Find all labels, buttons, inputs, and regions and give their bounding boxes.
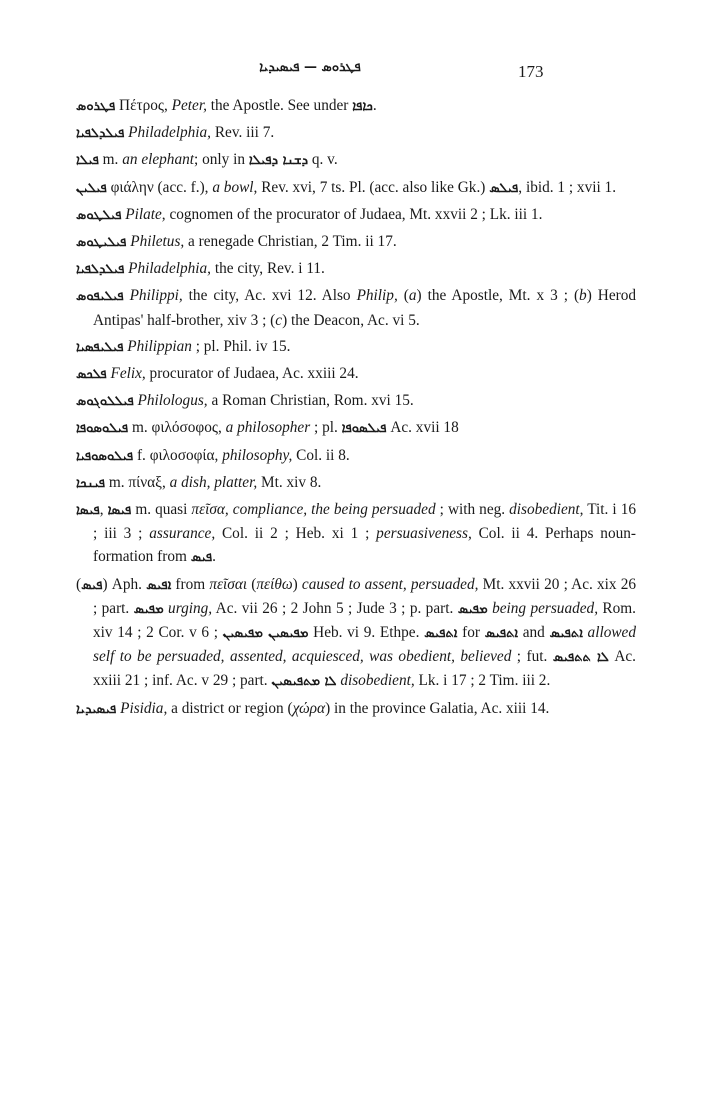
italic-text: urging, <box>168 599 213 617</box>
entry-text: procurator of Judaea, Ac. xxiii 24. <box>145 365 359 383</box>
syriac-word: ܦܝܠܘܣܘܦܝܐ <box>76 448 134 464</box>
entry-text: a district or region ( <box>167 699 293 717</box>
entry-text: Col. ii 8. <box>292 446 350 464</box>
entry-text: ( <box>247 575 257 593</box>
italic-text: Philologus, <box>137 392 208 410</box>
italic-text: persuasiveness, <box>376 525 472 543</box>
entry-text: Lk. i 17 ; 2 Tim. iii 2. <box>414 672 551 690</box>
italic-text: Pisidia, <box>120 699 168 717</box>
syriac-word: ܡܦܝܣܝܢ ܡܦܝܣܝܢ <box>222 626 309 642</box>
syriac-word: ܦܝܢܟܐ <box>76 475 106 491</box>
entry-text: , <box>99 501 108 519</box>
syriac-word: ܦܝܣ <box>190 550 213 566</box>
dictionary-entry <box>76 121 636 145</box>
dictionary-entry <box>76 176 636 200</box>
italic-text: c <box>275 311 283 329</box>
entry-text: . <box>212 548 216 566</box>
syriac-word: ܕܫܢܐ ܕܦܝܠܐ <box>248 153 309 169</box>
italic-text: philosophy, <box>222 446 293 464</box>
entry-text: ; pl. Phil. iv 15. <box>191 337 291 355</box>
italic-text: Philip, <box>356 287 398 305</box>
entry-text: and <box>518 624 550 642</box>
italic-text: a <box>408 287 417 305</box>
syriac-word: ܡܦܝܣ <box>457 601 488 617</box>
italic-text: χώρα <box>292 699 326 717</box>
dictionary-entry <box>76 148 636 172</box>
dictionary-entry <box>76 498 636 570</box>
syriac-word: ܦܠܟܣ <box>76 367 107 383</box>
italic-text: a philosopher <box>225 419 311 437</box>
italic-text: assurance, <box>149 525 216 543</box>
entry-text: m. φιλόσοφος, <box>128 419 226 437</box>
dictionary-entry <box>76 444 636 468</box>
syriac-word: ܐܦܝܣ <box>146 577 172 593</box>
syriac-word: ܦܝܣܐ <box>107 503 132 519</box>
syriac-word: ܦܝܠܣ <box>489 180 519 196</box>
italic-text: being persuaded, <box>492 599 599 617</box>
entry-text: a renegade Christian, 2 Tim. ii 17. <box>184 233 397 251</box>
dictionary-entry <box>76 416 636 440</box>
entry-text: the city, Rev. i 11. <box>211 260 325 278</box>
entry-text: m. πίναξ, <box>105 473 170 491</box>
syriac-word: ܦܝܣܐ <box>76 503 100 519</box>
entry-text: ) the Apostle, Mt. x 3 ; ( <box>416 287 580 305</box>
italic-text: Philetus, <box>130 233 185 251</box>
syriac-word: ܦܝܠܘܣܘܦܐ <box>76 421 129 437</box>
entry-text: ) <box>292 575 302 593</box>
dictionary-entries <box>76 94 636 724</box>
page-header <box>0 56 710 86</box>
dictionary-entry <box>76 697 636 721</box>
syriac-word: ܐܬܦܝܣ <box>424 626 458 642</box>
dictionary-entry <box>76 362 636 386</box>
entry-text: ) in the province Galatia, Ac. xiii 14. <box>325 699 550 717</box>
entry-text: ) Aph. <box>102 575 147 593</box>
entry-text: Rev. iii 7. <box>211 124 275 142</box>
entry-text: , ibid. 1 ; xvii 1. <box>518 178 617 196</box>
italic-text: a bowl, <box>212 178 258 196</box>
syriac-word: ܦܝܠܝܢ <box>76 180 107 196</box>
entry-text: φιάλην (acc. f.), <box>106 178 213 196</box>
italic-text: caused to assent, persuaded, <box>301 575 479 593</box>
entry-text: Mt. xiv 8. <box>257 473 322 491</box>
italic-text: a dish, platter, <box>169 473 258 491</box>
entry-text: Tit. i 16 ; iii 3 ; <box>93 501 636 543</box>
dictionary-entry <box>76 94 636 118</box>
dictionary-entry <box>76 471 636 495</box>
syriac-word: ܦܝܣ <box>81 577 103 593</box>
entry-text: Heb. vi 9. Ethpe. <box>308 624 425 642</box>
syriac-word: ܐܬܦܝܣ <box>484 626 519 642</box>
italic-text: Philadelphia, <box>128 124 212 142</box>
entry-text: ; with neg. <box>435 501 510 519</box>
italic-text: b <box>579 287 587 305</box>
syriac-word: ܦܛܪܘܣ <box>76 99 116 114</box>
dictionary-entry <box>76 257 636 281</box>
italic-text: πείθω <box>256 575 293 593</box>
entry-text: ) the Deacon, Ac. vi 5. <box>282 311 420 329</box>
entry-text: Ac. vii 26 ; 2 John 5 ; Jude 3 ; p. part. <box>212 599 458 617</box>
syriac-word: ܦܝܠܝܦܣܝܐ <box>76 339 124 355</box>
italic-text: Philippian <box>127 337 192 355</box>
entry-text: cognomen of the procurator of Judaea, Mt. xxvii 2 ; Lk. iii 1. <box>165 205 543 223</box>
italic-text: Felix, <box>110 365 146 383</box>
entry-text: q. v. <box>308 151 338 169</box>
italic-text: Philadelphia, <box>128 260 212 278</box>
entry-text: Rev. xvi, 7 ts. Pl. (acc. also like Gk.) <box>257 178 490 196</box>
italic-text: Philippi, <box>129 287 183 305</box>
entry-text: Col. ii 4. Perhaps noun-formation from <box>93 525 636 566</box>
italic-text: πεῖσαι <box>209 575 248 593</box>
entry-text: m. <box>98 151 123 169</box>
entry-text: . <box>372 97 377 114</box>
syriac-word: ܡܦܝܣ <box>133 601 164 617</box>
italic-text: Peter, <box>171 97 207 114</box>
entry-text: Rom. xiv 14 ; 2 Cor. v 6 ; <box>93 599 636 642</box>
italic-text: disobedient, <box>509 501 584 519</box>
syriac-word: ܦܝܣܝܕܝܐ <box>76 701 117 717</box>
syriac-word: ܦܝܠܝܦܘܣ <box>76 289 124 305</box>
entry-text: f. φιλοσοφία, <box>133 446 223 464</box>
syriac-word: ܦܝܠܠܘܓܘܣ <box>76 394 134 410</box>
entry-text: ; pl. <box>310 419 342 437</box>
entry-text: the city, Ac. xvi 12. Also <box>182 287 357 305</box>
syriac-word: ܦܝܠܐ <box>76 153 99 169</box>
entry-text: m. quasi <box>131 501 192 519</box>
dictionary-entry <box>76 203 636 227</box>
dictionary-entry <box>76 335 636 359</box>
entry-text: Col. ii 2 ; Heb. xi 1 ; <box>215 525 377 543</box>
entry-text: Mt. xxvii 20 ; Ac. xix 26 ; part. <box>93 575 637 617</box>
entry-text: from <box>171 575 210 593</box>
dictionary-entry <box>76 573 636 694</box>
syriac-word: ܦܝܠܝܛܘܣ <box>76 235 127 251</box>
entry-text: ; fut. <box>511 648 553 666</box>
entry-text: Ac. xvii 18 <box>386 419 459 437</box>
italic-text: allowed self to be persuaded, assented, acquiesced, was obedient, believed <box>93 624 636 666</box>
syriac-word: ܠܐ ܡܬܦܝܣܝܢ <box>271 674 337 690</box>
syriac-word: ܦܝܠܣܘܦܐ <box>341 421 387 437</box>
entry-text: for <box>457 624 485 642</box>
syriac-word: ܦܝܠܕܠܦܝܐ <box>76 126 125 142</box>
entry-text: a Roman Christian, Rom. xvi 15. <box>207 392 414 410</box>
syriac-word: ܦܝܠܛܘܣ <box>76 207 122 223</box>
dictionary-entry <box>76 389 636 413</box>
italic-text: πεῖσα, compliance, the being persuaded <box>191 501 436 519</box>
entry-text: ( <box>76 575 82 593</box>
entry-text: Πέτρος, <box>115 97 172 114</box>
entry-text: ) Herod Antipas' half-brother, xiv 3 ; ( <box>93 287 637 329</box>
dictionary-entry <box>76 284 636 331</box>
entry-text: the Apostle. See under <box>206 97 353 114</box>
syriac-word: ܟܐܦܐ <box>352 99 373 114</box>
italic-text: an elephant <box>122 151 194 169</box>
entry-text: ( <box>397 287 409 305</box>
italic-text: Pilate, <box>125 205 166 223</box>
running-head: ܦܛܪܘܣ — ܦܝܣܝܕܝܐ <box>259 60 361 75</box>
page-number: 173 <box>518 62 544 81</box>
italic-text: disobedient, <box>340 672 415 690</box>
syriac-word: ܠܐ ܬܬܦܝܣ <box>552 650 609 666</box>
entry-text: Ac. xxiii 21 ; inf. Ac. v 29 ; part. <box>93 648 636 690</box>
dictionary-entry <box>76 230 636 254</box>
syriac-word: ܐܬܦܝܣ <box>549 626 583 642</box>
entry-text: ; only in <box>194 151 249 169</box>
syriac-word: ܦܝܠܕܠܦܝܐ <box>76 262 125 278</box>
